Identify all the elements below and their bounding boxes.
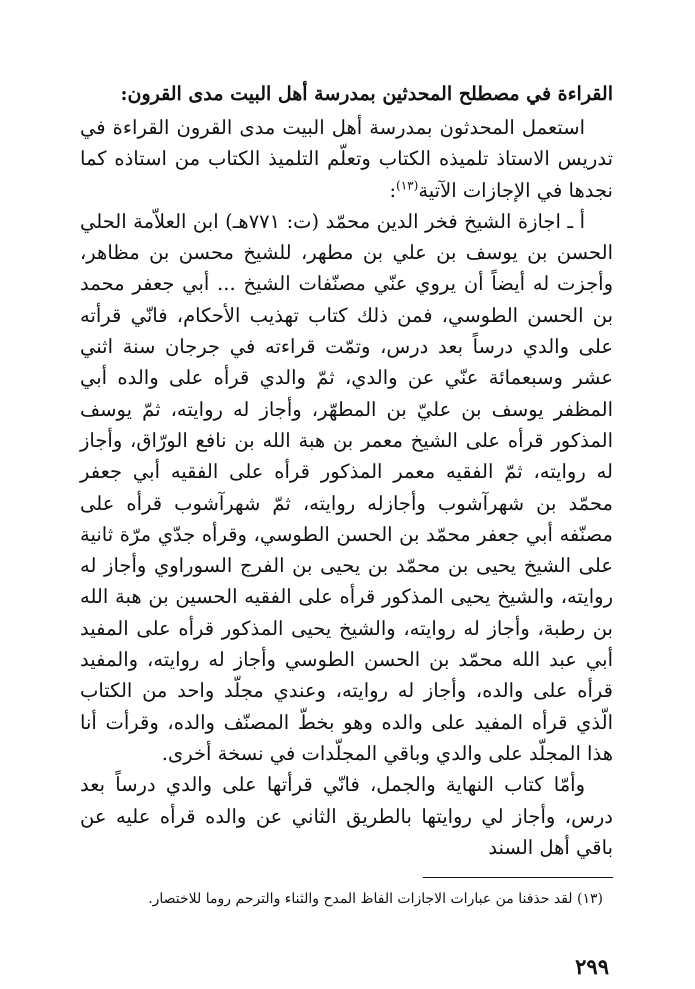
footnote-text: (١٣) لقد حذفنا من عبارات الاجازات الفاظ المدح والثناء والترحم روما للاختصار.	[148, 891, 603, 908]
intro-paragraph	[80, 112, 613, 206]
ijaza-paragraph-a: أ ـ اجازة الشيخ فخر الدين محمّد (ت: ٧٧١هـ) ابن العلاّمة الحلي الحسن بن يوسف بن علي بن مطهر، للشيخ محسن بن مظاهر، وأجزت له أيضاً أن يروي عنّي مصنّفات الشيخ ... أبي جعفر محمد بن الحسن الطوسي، فمن ذلك كتاب تهذيب الأحكام، فانّي قرأته على والدي درساً بعد درس، وتمّت قراءته في جرجان سنة اثني عشر وسبعمائة عنّي عن والدي، ثمّ والدي قرأه على والده أبي المظفر يوسف بن عليّ بن المطهّر، وأجاز له روايته، ثمّ يوسف المذكور قرأه على الشيخ معمر بن هبة الله بن نافع الورّاق، وأجاز له روايته، ثمّ الفقيه معمر المذكور قرأه على الفقيه أبي جعفر محمّد بن شهرآشوب وأجازله روايته، ثمّ شهرآشوب قرأه على مصنّفه أبي جعفر محمّد بن الحسن الطوسي، وقرأه جدّي مرّة ثانية على الشيخ يحيى بن محمّد بن يحيى بن الفرج السوراوي وأجاز له روايته، والشيخ يحيى المذكور قرأه على الفقيه الحسين بن هبة الله بن رطبة، وأجاز له روايته، والشيخ يحيى المذكور قرأه على المفيد أبي عبد الله محمّد بن الحسن الطوسي وأجاز له روايته، والمفيد قرأه على والده، وأجاز له روايته، وعندي مجلّد واحد من الكتاب الّذي قرأه المفيد على والده وهو بخطّ المصنّف والده، وقرأت أنا هذا المجلّد على والدي وباقي المجلّدات في نسخة أخرى.	[80, 209, 614, 765]
footnote-reference[interactable]: (١٣)	[396, 178, 419, 193]
footnote-divider	[423, 877, 613, 878]
section-heading: القراءة في مصطلح المحدثين بمدرسة أهل البيت مدى القرون:	[120, 83, 613, 105]
ijaza-paragraph-b: وأمّا كتاب النهاية والجمل، فانّي قرأتها على والدي درساً بعد درس، وأجاز لي روايتها بالطريق الثاني عن والده قرأه عليه عن باقي أهل السند	[80, 773, 613, 859]
page-number: ٢٩٩	[575, 954, 609, 980]
intro-end: :	[389, 178, 397, 202]
intro-text: استعمل المحدثون بمدرسة أهل البيت مدى القرون القراءة في تدريس الاستاذ تلميذه الكتاب وتعلّم التلميذ الكتاب من استاذه كما نجدها في الإجازات الآتية	[80, 116, 613, 202]
